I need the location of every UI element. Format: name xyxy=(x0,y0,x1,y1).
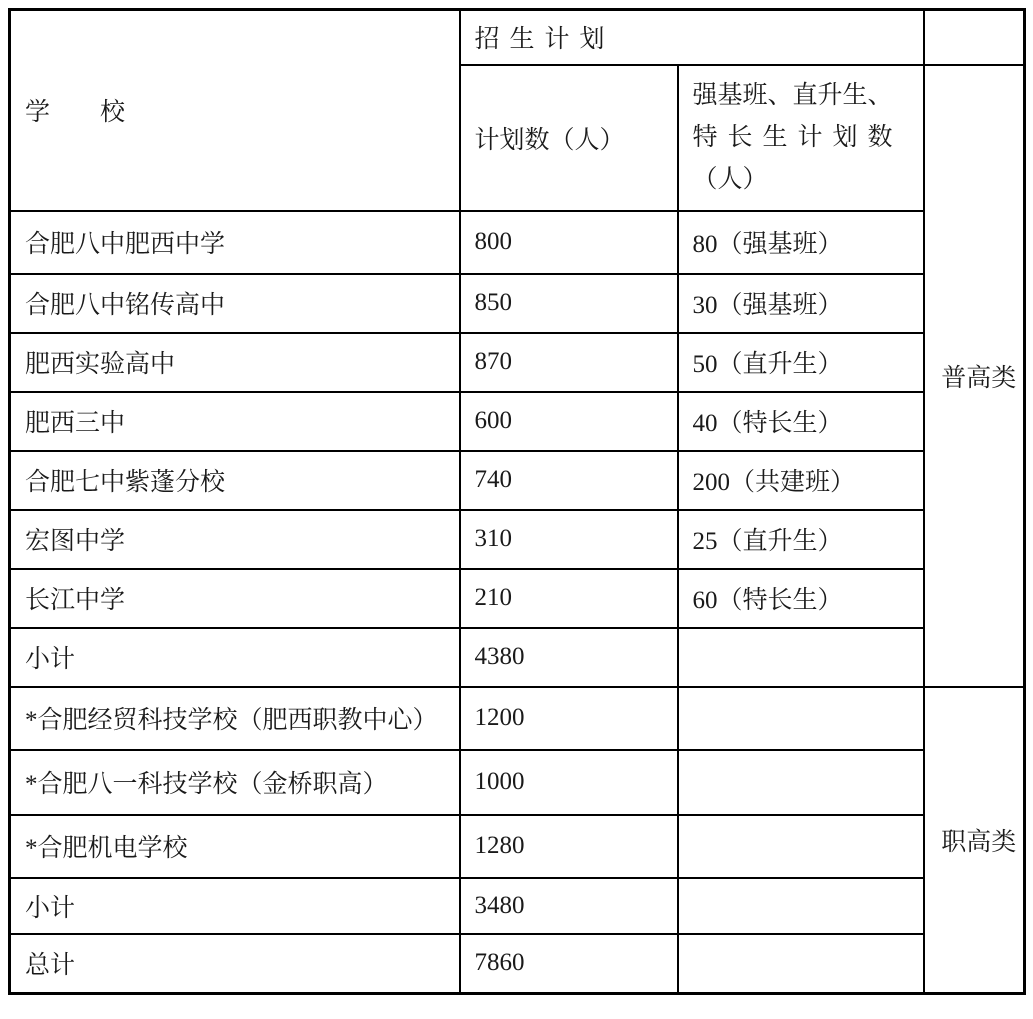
special-cell xyxy=(678,687,924,750)
table-row xyxy=(10,510,1025,569)
special-plan-header-line1: 强基班、直升生、 xyxy=(692,81,893,109)
school-cell: 长江中学 xyxy=(10,569,460,628)
table-row xyxy=(10,451,1025,510)
school-cell: 总计 xyxy=(10,934,460,994)
table-row xyxy=(10,750,1025,815)
special-cell xyxy=(678,750,924,815)
plan-cell: 7860 xyxy=(460,934,678,994)
plan-cell: 800 xyxy=(460,211,678,274)
plan-cell: 1200 xyxy=(460,687,678,750)
plan-cell: 870 xyxy=(460,333,678,392)
plan-cell: 310 xyxy=(460,510,678,569)
special-cell: 60（特长生） xyxy=(678,569,924,628)
table-row xyxy=(10,333,1025,392)
plan-cell: 1280 xyxy=(460,815,678,878)
plan-cell: 1000 xyxy=(460,750,678,815)
special-cell: 40（特长生） xyxy=(678,392,924,451)
special-cell: 25（直升生） xyxy=(678,510,924,569)
plan-cell: 3480 xyxy=(460,878,678,934)
special-cell: 30（强基班） xyxy=(678,274,924,333)
special-plan-header-line2: 特长生计划数 xyxy=(692,123,903,151)
school-cell: 肥西三中 xyxy=(10,392,460,451)
school-cell: 小计 xyxy=(10,628,460,687)
school-cell: 合肥七中紫蓬分校 xyxy=(10,451,460,510)
special-cell: 200（共建班） xyxy=(678,451,924,510)
special-plan-header-line3: （人） xyxy=(692,165,768,193)
subtotal-row-vocational xyxy=(10,878,1025,934)
table-row xyxy=(10,569,1025,628)
school-cell: 肥西实验高中 xyxy=(10,333,460,392)
table-row xyxy=(10,274,1025,333)
table-row xyxy=(10,815,1025,878)
table-row xyxy=(10,392,1025,451)
table-row xyxy=(10,211,1025,274)
school-cell: 小计 xyxy=(10,878,460,934)
school-cell: 宏图中学 xyxy=(10,510,460,569)
plan-cell: 850 xyxy=(460,274,678,333)
category-cell-regular: 普高类 xyxy=(924,65,1025,687)
school-column-header: 学 校 xyxy=(10,10,460,211)
special-cell: 80（强基班） xyxy=(678,211,924,274)
plan-count-header: 计划数（人） xyxy=(460,65,678,211)
enrollment-plan-table xyxy=(8,8,1026,995)
school-cell: *合肥机电学校 xyxy=(10,815,460,878)
plan-cell: 210 xyxy=(460,569,678,628)
school-cell: 合肥八中肥西中学 xyxy=(10,211,460,274)
table-row xyxy=(10,687,1025,750)
plan-cell: 740 xyxy=(460,451,678,510)
school-cell: 合肥八中铭传高中 xyxy=(10,274,460,333)
special-cell: 50（直升生） xyxy=(678,333,924,392)
school-cell: *合肥经贸科技学校（肥西职教中心） xyxy=(10,687,460,750)
corner-empty-cell xyxy=(924,10,1025,65)
header-row-1 xyxy=(10,10,1025,65)
subtotal-row-regular xyxy=(10,628,1025,687)
plan-cell: 4380 xyxy=(460,628,678,687)
category-cell-vocational: 职高类 xyxy=(924,687,1025,994)
plan-cell: 600 xyxy=(460,392,678,451)
school-cell: *合肥八一科技学校（金桥职高） xyxy=(10,750,460,815)
total-row xyxy=(10,934,1025,994)
special-cell xyxy=(678,934,924,994)
special-cell xyxy=(678,628,924,687)
special-plan-header xyxy=(678,65,924,211)
special-cell xyxy=(678,815,924,878)
special-cell xyxy=(678,878,924,934)
plan-group-header: 招生计划 xyxy=(460,10,924,65)
